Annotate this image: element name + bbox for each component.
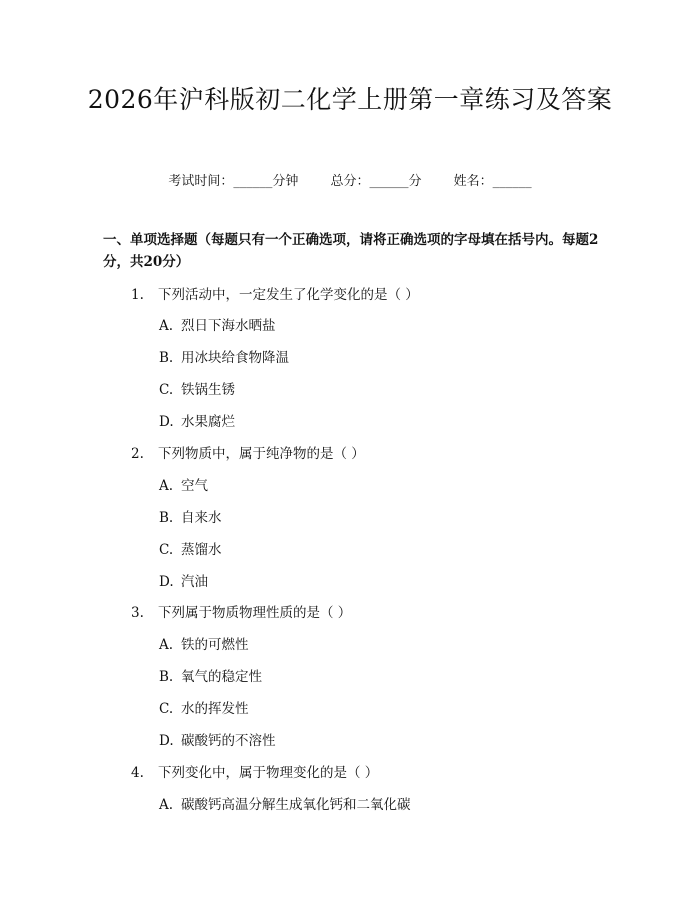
- question-option: [159, 410, 235, 430]
- question-text: 下列物质中，属于纯净物的是（ ）: [158, 446, 365, 462]
- question-option: [159, 729, 276, 749]
- option-label: A.: [159, 478, 174, 494]
- option-text: 汽油: [181, 574, 208, 590]
- question-option: [159, 506, 222, 526]
- exam-time-field: 考试时间：______分钟: [168, 174, 299, 189]
- question-option: [159, 633, 249, 653]
- question-option: [159, 793, 411, 813]
- option-text: 氧气的稳定性: [181, 669, 262, 685]
- question-option: [159, 697, 249, 717]
- option-label: B.: [159, 510, 174, 526]
- option-label: A.: [159, 318, 174, 334]
- option-label: C.: [159, 382, 174, 398]
- question-option: [159, 474, 208, 494]
- option-text: 碳酸钙高温分解生成氧化钙和二氧化碳: [181, 797, 411, 813]
- question-stem: [131, 601, 351, 621]
- question-number: 2.: [131, 446, 144, 462]
- question-option: [159, 570, 208, 590]
- question-stem: [131, 283, 419, 303]
- option-text: 碳酸钙的不溶性: [181, 733, 276, 749]
- option-text: 蒸馏水: [181, 542, 222, 558]
- question-text: 下列活动中，一定发生了化学变化的是（ ）: [158, 287, 419, 303]
- question-number: 3.: [131, 605, 144, 621]
- question-stem: [131, 442, 365, 462]
- question-option: [159, 314, 276, 334]
- question-text: 下列变化中，属于物理变化的是（ ）: [158, 765, 379, 781]
- option-label: D.: [159, 574, 174, 590]
- section-title: 一、单项选择题（每题只有一个正确选项，请将正确选项的字母填在括号内。每题2分，共20分）: [103, 232, 599, 270]
- question-option: [159, 378, 235, 398]
- question-option: [159, 665, 262, 685]
- document-title: 2026年沪科版初二化学上册第一章练习及答案: [87, 85, 613, 114]
- option-label: B.: [159, 350, 174, 366]
- option-text: 铁的可燃性: [181, 637, 249, 653]
- option-label: A.: [159, 637, 174, 653]
- option-text: 烈日下海水晒盐: [181, 318, 276, 334]
- option-label: D.: [159, 414, 174, 430]
- option-text: 铁锅生锈: [181, 382, 235, 398]
- option-label: C.: [159, 701, 174, 717]
- option-text: 自来水: [181, 510, 222, 526]
- option-label: A.: [159, 797, 174, 813]
- option-label: B.: [159, 669, 174, 685]
- option-text: 水的挥发性: [181, 701, 249, 717]
- question-number: 4.: [131, 765, 144, 781]
- option-text: 用冰块给食物降温: [181, 350, 289, 366]
- student-name-field: 姓名：______: [453, 174, 532, 189]
- question-stem: [131, 761, 378, 781]
- option-label: C.: [159, 542, 174, 558]
- question-number: 1.: [131, 287, 144, 303]
- question-option: [159, 538, 222, 558]
- option-text: 空气: [181, 478, 208, 494]
- question-option: [159, 346, 289, 366]
- exam-meta: [0, 170, 700, 189]
- total-score-field: 总分：______分: [330, 174, 422, 189]
- option-text: 水果腐烂: [181, 414, 235, 430]
- question-text: 下列属于物质物理性质的是（ ）: [158, 605, 352, 621]
- option-label: D.: [159, 733, 174, 749]
